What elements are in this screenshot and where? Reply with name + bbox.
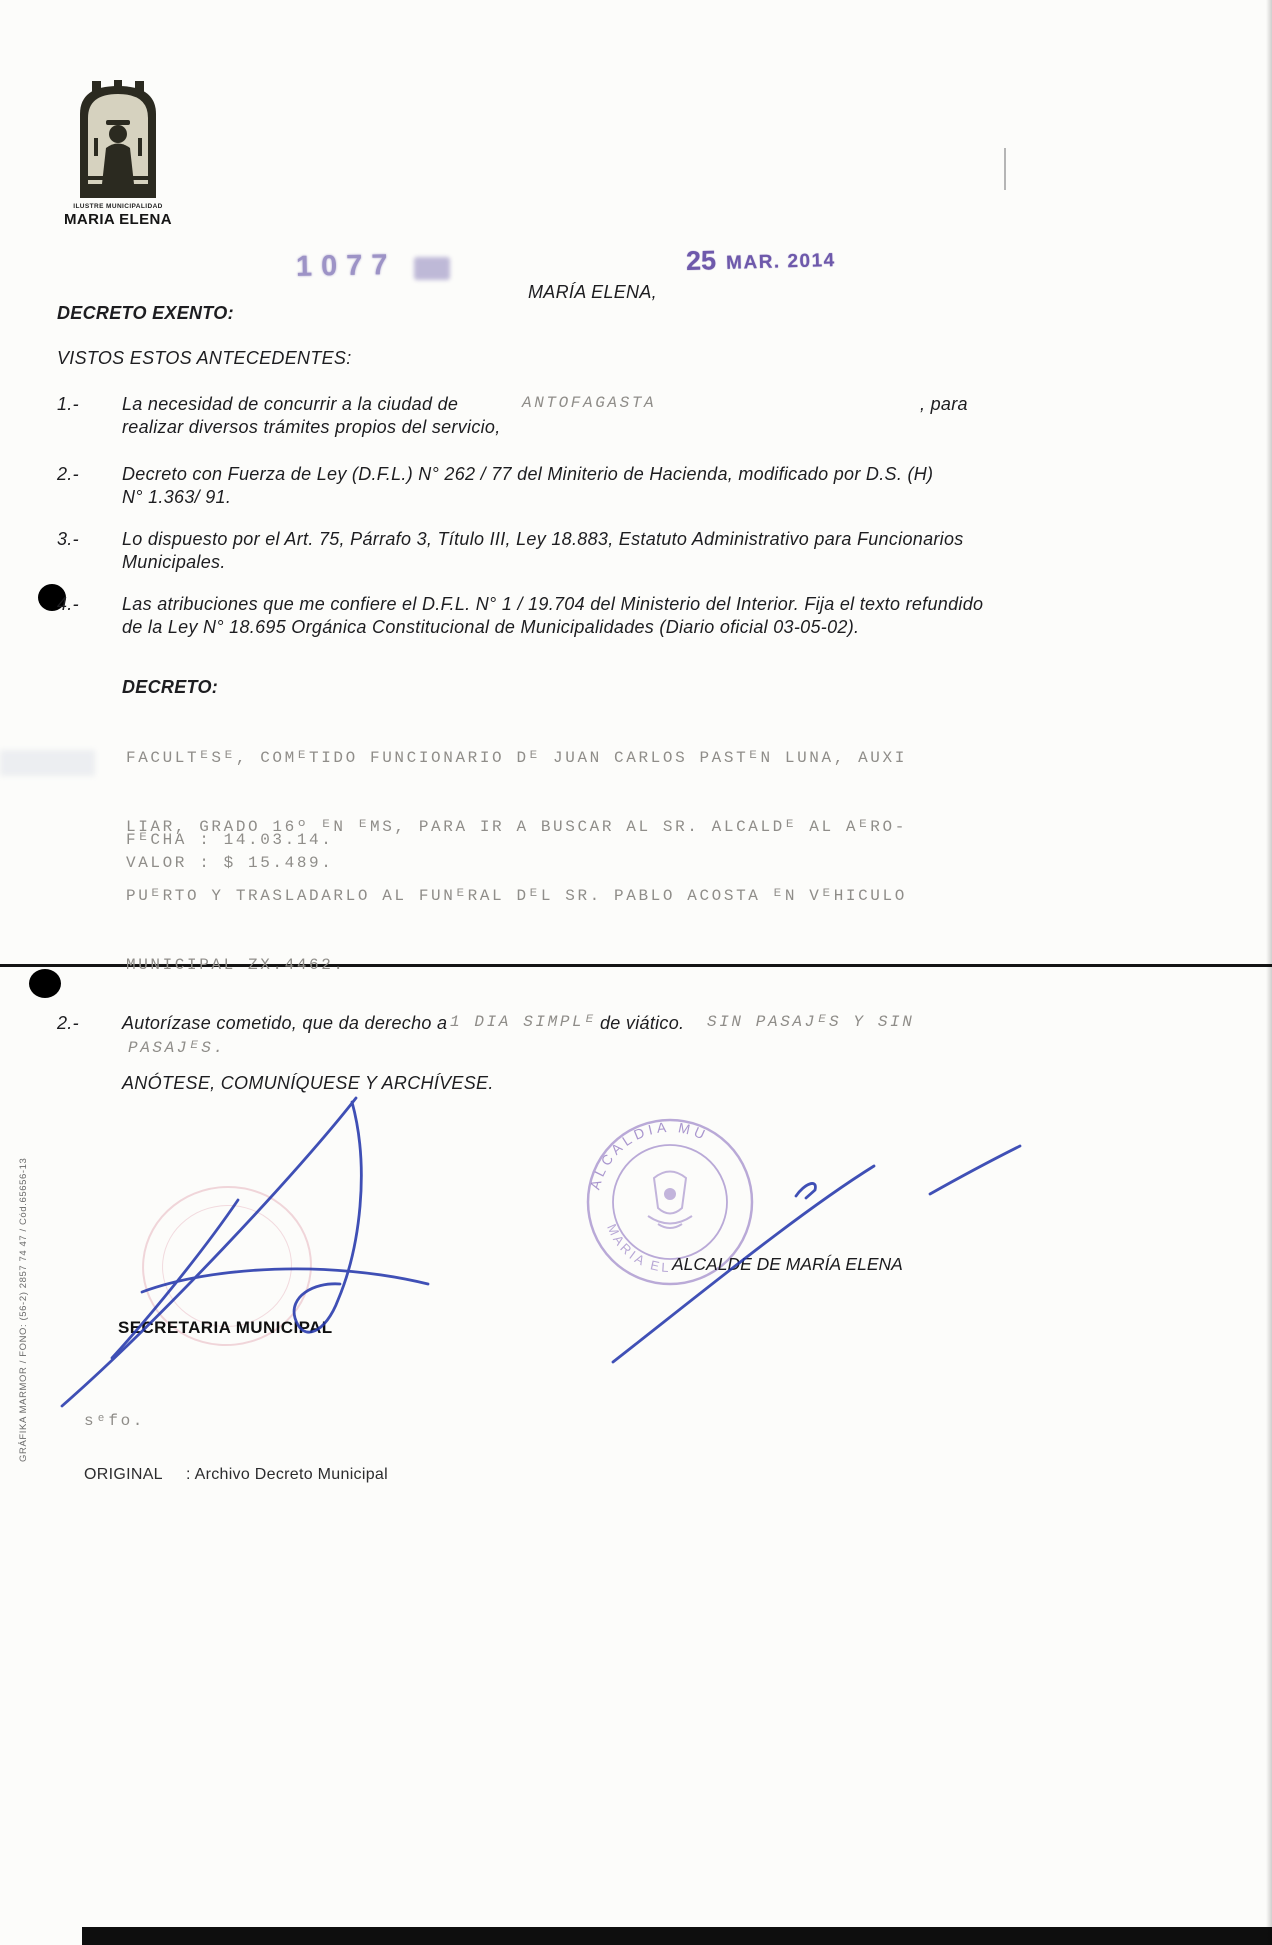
decreto-heading: DECRETO: — [122, 677, 219, 697]
date-stamp-rest: MAR. 2014 — [725, 250, 836, 274]
letterhead-org: ILUSTRE MUNICIPALIDAD — [73, 203, 163, 210]
scan-edge-shadow — [1266, 0, 1272, 1945]
decree-line: FACULTᴱSᴱ, COMᴱTIDO FUNCIONARIO Dᴱ JUAN CARLOS PASTᴱN LUNA, AUXI — [126, 749, 907, 767]
antecedente-2-line1: Decreto con Fuerza de Ley (D.F.L.) N° 262 / 77 del Miniterio de Hacienda, modificado por D.S. (H) — [122, 464, 934, 484]
svg-text:ALCALDIA MU — [586, 1119, 711, 1192]
alcalde-label: ALCALDE DE MARÍA ELENA — [672, 1254, 903, 1274]
hole-punch-mark — [29, 969, 61, 998]
scan-smudge — [0, 750, 95, 776]
typed-fill-city: ANTOFAGASTA — [522, 394, 657, 412]
antecedente-3-line1: Lo dispuesto por el Art. 75, Párrafo 3, Título III, Ley 18.883, Estatuto Administrativo para Funcionarios — [122, 529, 964, 549]
decree-line: LIAR, GRADO 16º ᴱN ᴱMS, PARA IR A BUSCAR AL SR. ALCALDᴱ AL AᴱRO- — [126, 818, 907, 836]
typist-initials: sᵉfo. — [84, 1412, 146, 1430]
closing-formula: ANÓTESE, COMUNÍQUESE Y ARCHÍVESE. — [122, 1073, 494, 1093]
resolucion-mid: de viático. — [600, 1013, 685, 1033]
alcalde-signature-stroke — [796, 1183, 815, 1198]
antecedente-1-post: , para — [920, 394, 968, 414]
typed-fill-pasajes-2: PASAJᴱS. — [128, 1039, 226, 1057]
stamp-arc-top-text: ALCALDIA MU — [586, 1118, 712, 1192]
distribution-value: : Archivo Decreto Municipal — [186, 1466, 388, 1483]
antecedente-3-line2: Municipales. — [122, 552, 226, 572]
municipal-logo — [48, 80, 188, 228]
alcalde-signature-stroke — [930, 1146, 1020, 1194]
date-received-stamp — [686, 242, 836, 277]
decree-line: MUNICIPAL ZX.4462. — [126, 956, 346, 974]
antecedente-3 — [122, 528, 1142, 574]
antecedente-4-line1: Las atribuciones que me confiere el D.F.L. N° 1 / 19.704 del Ministerio del Interior. Fija el texto refundido — [122, 594, 984, 614]
printer-margin-text: GRÁFIKA MARMOR / FONO: (56-2) 2857 74 47 / Cód.65656-13 — [18, 1157, 29, 1462]
antecedente-4-line2: de la Ley N° 18.695 Orgánica Constitucional de Municipalidades (Diario oficial 03-05-02). — [122, 617, 860, 637]
valor-line: VALOR : $ 15.489. — [126, 854, 334, 872]
item-number: 2.- — [57, 1013, 79, 1033]
antecedente-2-line2: N° 1.363/ 91. — [122, 487, 232, 507]
antecedente-4 — [122, 593, 1142, 639]
decree-number-stamp: 1077 — [295, 249, 397, 283]
fecha-line: FᴱCHA : 14.03.14. — [126, 831, 334, 849]
antecedente-1 — [122, 393, 1142, 439]
scan-edge-bar — [82, 1927, 1272, 1945]
document-title: DECRETO EXENTO: — [57, 303, 234, 323]
date-stamp-day: 25 — [685, 245, 717, 276]
antecedente-1-line2: realizar diversos trámites propios del servicio, — [122, 417, 501, 437]
item-number: 1.- — [57, 394, 79, 414]
antecedente-1-pre: La necesidad de concurrir a la ciudad de — [122, 394, 459, 414]
city-line: MARÍA ELENA, — [528, 282, 657, 302]
item-number: 2.- — [57, 464, 79, 484]
item-number: 3.- — [57, 529, 79, 549]
secretaria-municipal-label: SECRETARIA MUNICIPAL — [118, 1318, 333, 1337]
resolucion-2 — [122, 1012, 1142, 1057]
vistos-heading: VISTOS ESTOS ANTECEDENTES: — [57, 348, 352, 368]
distribution-label: ORIGINAL — [84, 1466, 163, 1483]
antecedente-2 — [122, 463, 1142, 509]
typed-fill-pasajes: SIN PASAJᴱS Y SIN — [707, 1013, 915, 1031]
stamp-smudge — [414, 257, 450, 280]
stamp-arc-bottom-text: MARIA EL — [604, 1221, 672, 1276]
stamp-coat-of-arms — [648, 1172, 692, 1229]
typed-fill-viatico: 1 DIA SIMPLᴱ — [450, 1013, 597, 1031]
faint-ink-stamp-inner-ring — [156, 1199, 298, 1334]
scan-artifact-line — [1004, 148, 1006, 190]
resolucion-pre: Autorízase cometido, que da derecho a — [122, 1013, 448, 1033]
item-number: 4.- — [57, 594, 79, 614]
letterhead-name: MARIA ELENA — [63, 211, 172, 228]
municipal-emblem-icon — [72, 80, 164, 200]
decree-line: PUᴱRTO Y TRASLADARLO AL FUNᴱRAL DᴱL SR. PABLO ACOSTA ᴱN VᴱHICULO — [126, 887, 907, 905]
